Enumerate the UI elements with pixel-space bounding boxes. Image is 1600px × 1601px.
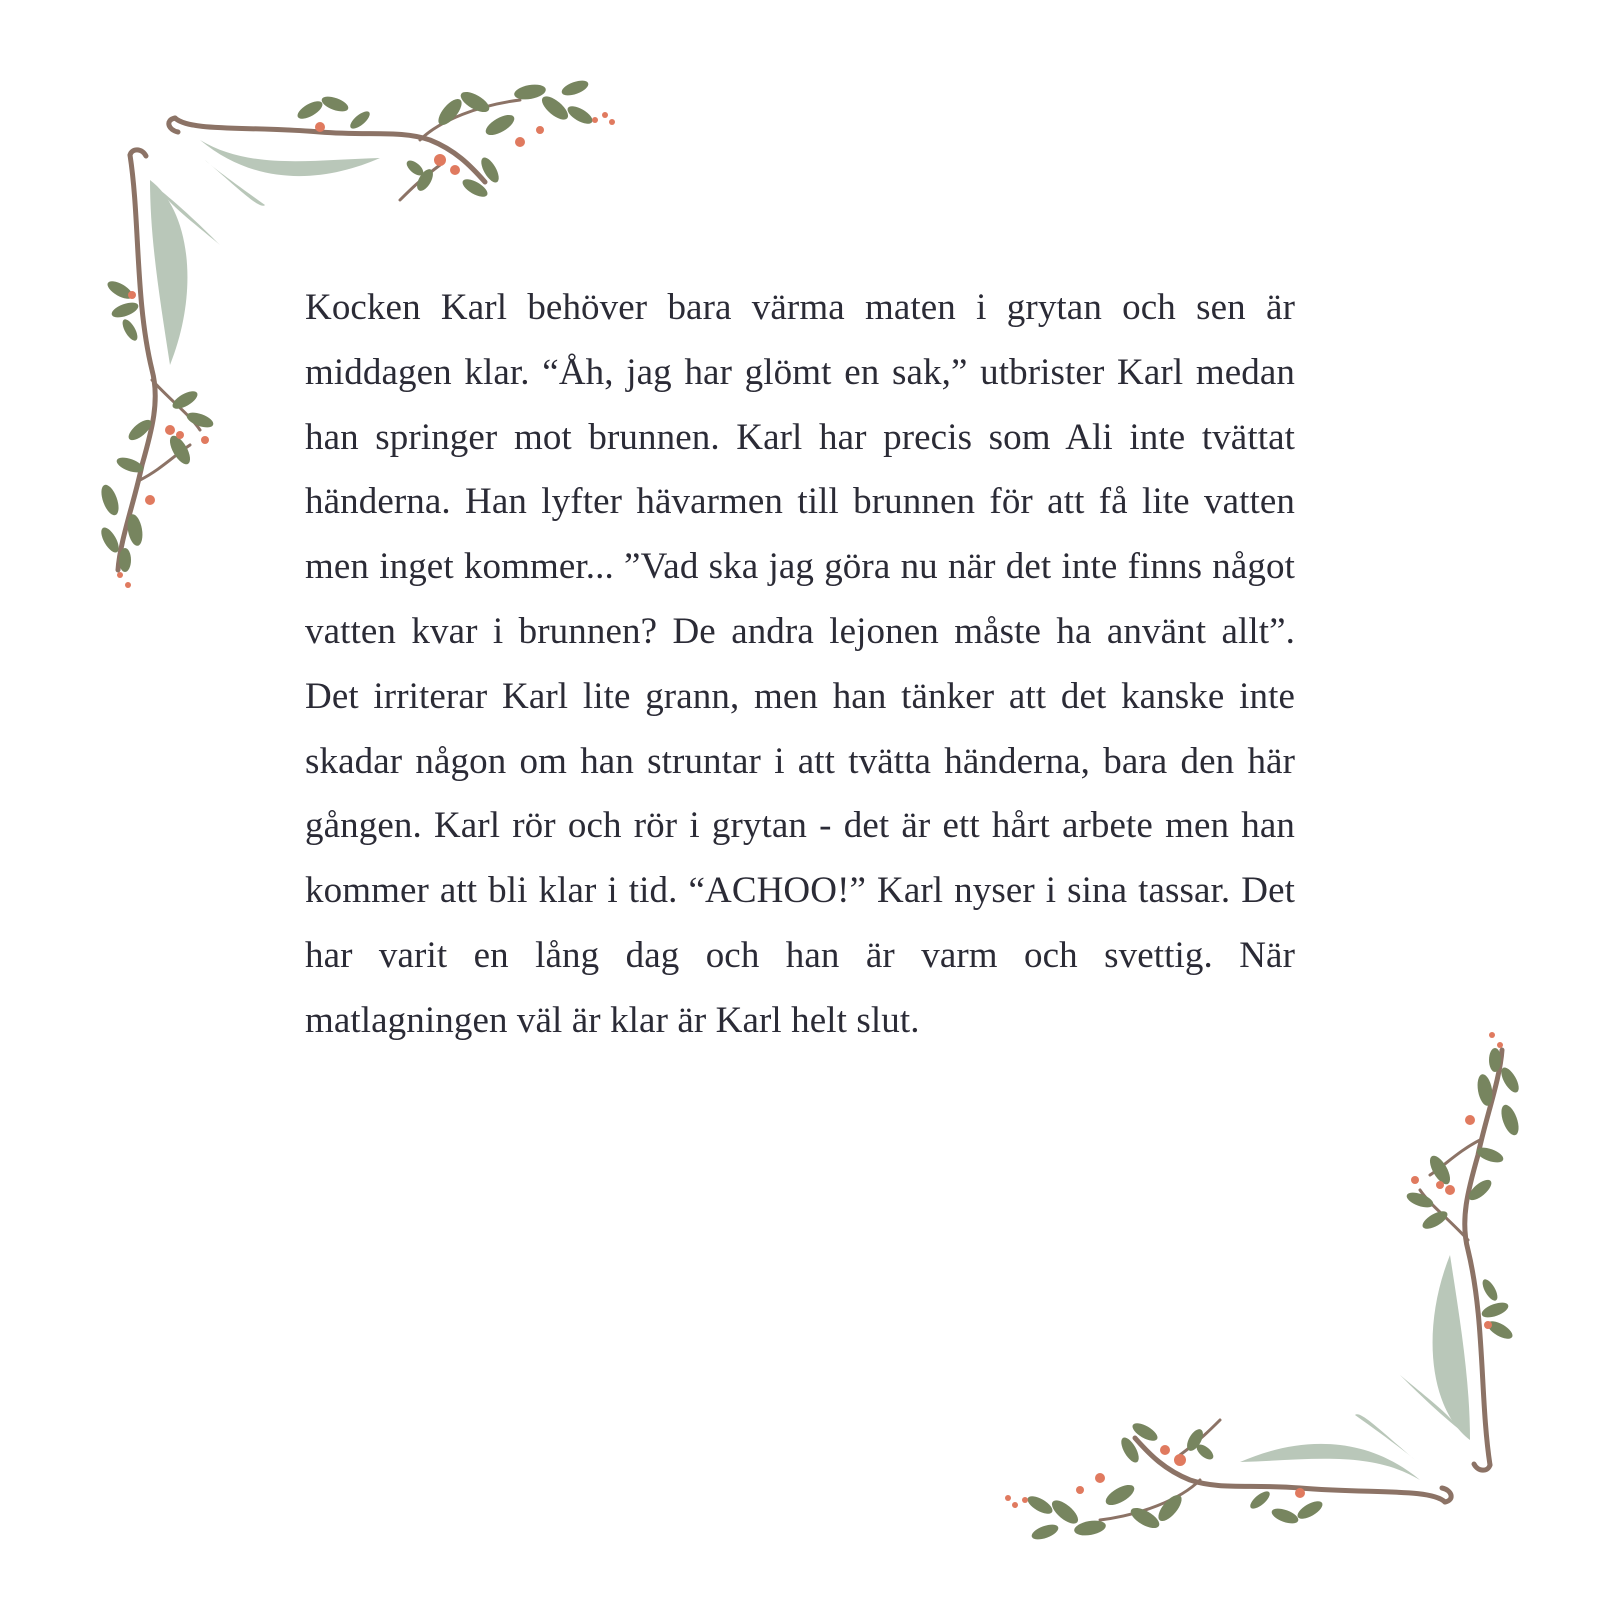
floral-corner-bottom-right-icon bbox=[980, 990, 1540, 1550]
story-paragraph: Kocken Karl behöver bara värma maten i grytan och sen är middagen klar. “Åh, jag har glömt en sak,” utbrister Karl medan han springer mot brunnen. Karl har precis som Ali inte tvättat händerna. Han lyfter hävarmen till brunnen för att få lite vatten men inget kommer... ”Vad ska jag göra nu när det inte finns något vatten kvar i brunnen? De andra lejonen måste ha använt allt”. Det irriterar Karl lite grann, men han tänker att det kanske inte skadar någon om han struntar i att tvätta händerna, bara den här gången. Karl rör och rör i grytan - det är ett hårt arbete men han kommer att bli klar i tid. “ACHOO!” Karl nyser i sina tassar. Det har varit en lång dag och han är varm och svettig. När matlagningen väl är klar är Karl helt slut. bbox=[305, 287, 1295, 1041]
